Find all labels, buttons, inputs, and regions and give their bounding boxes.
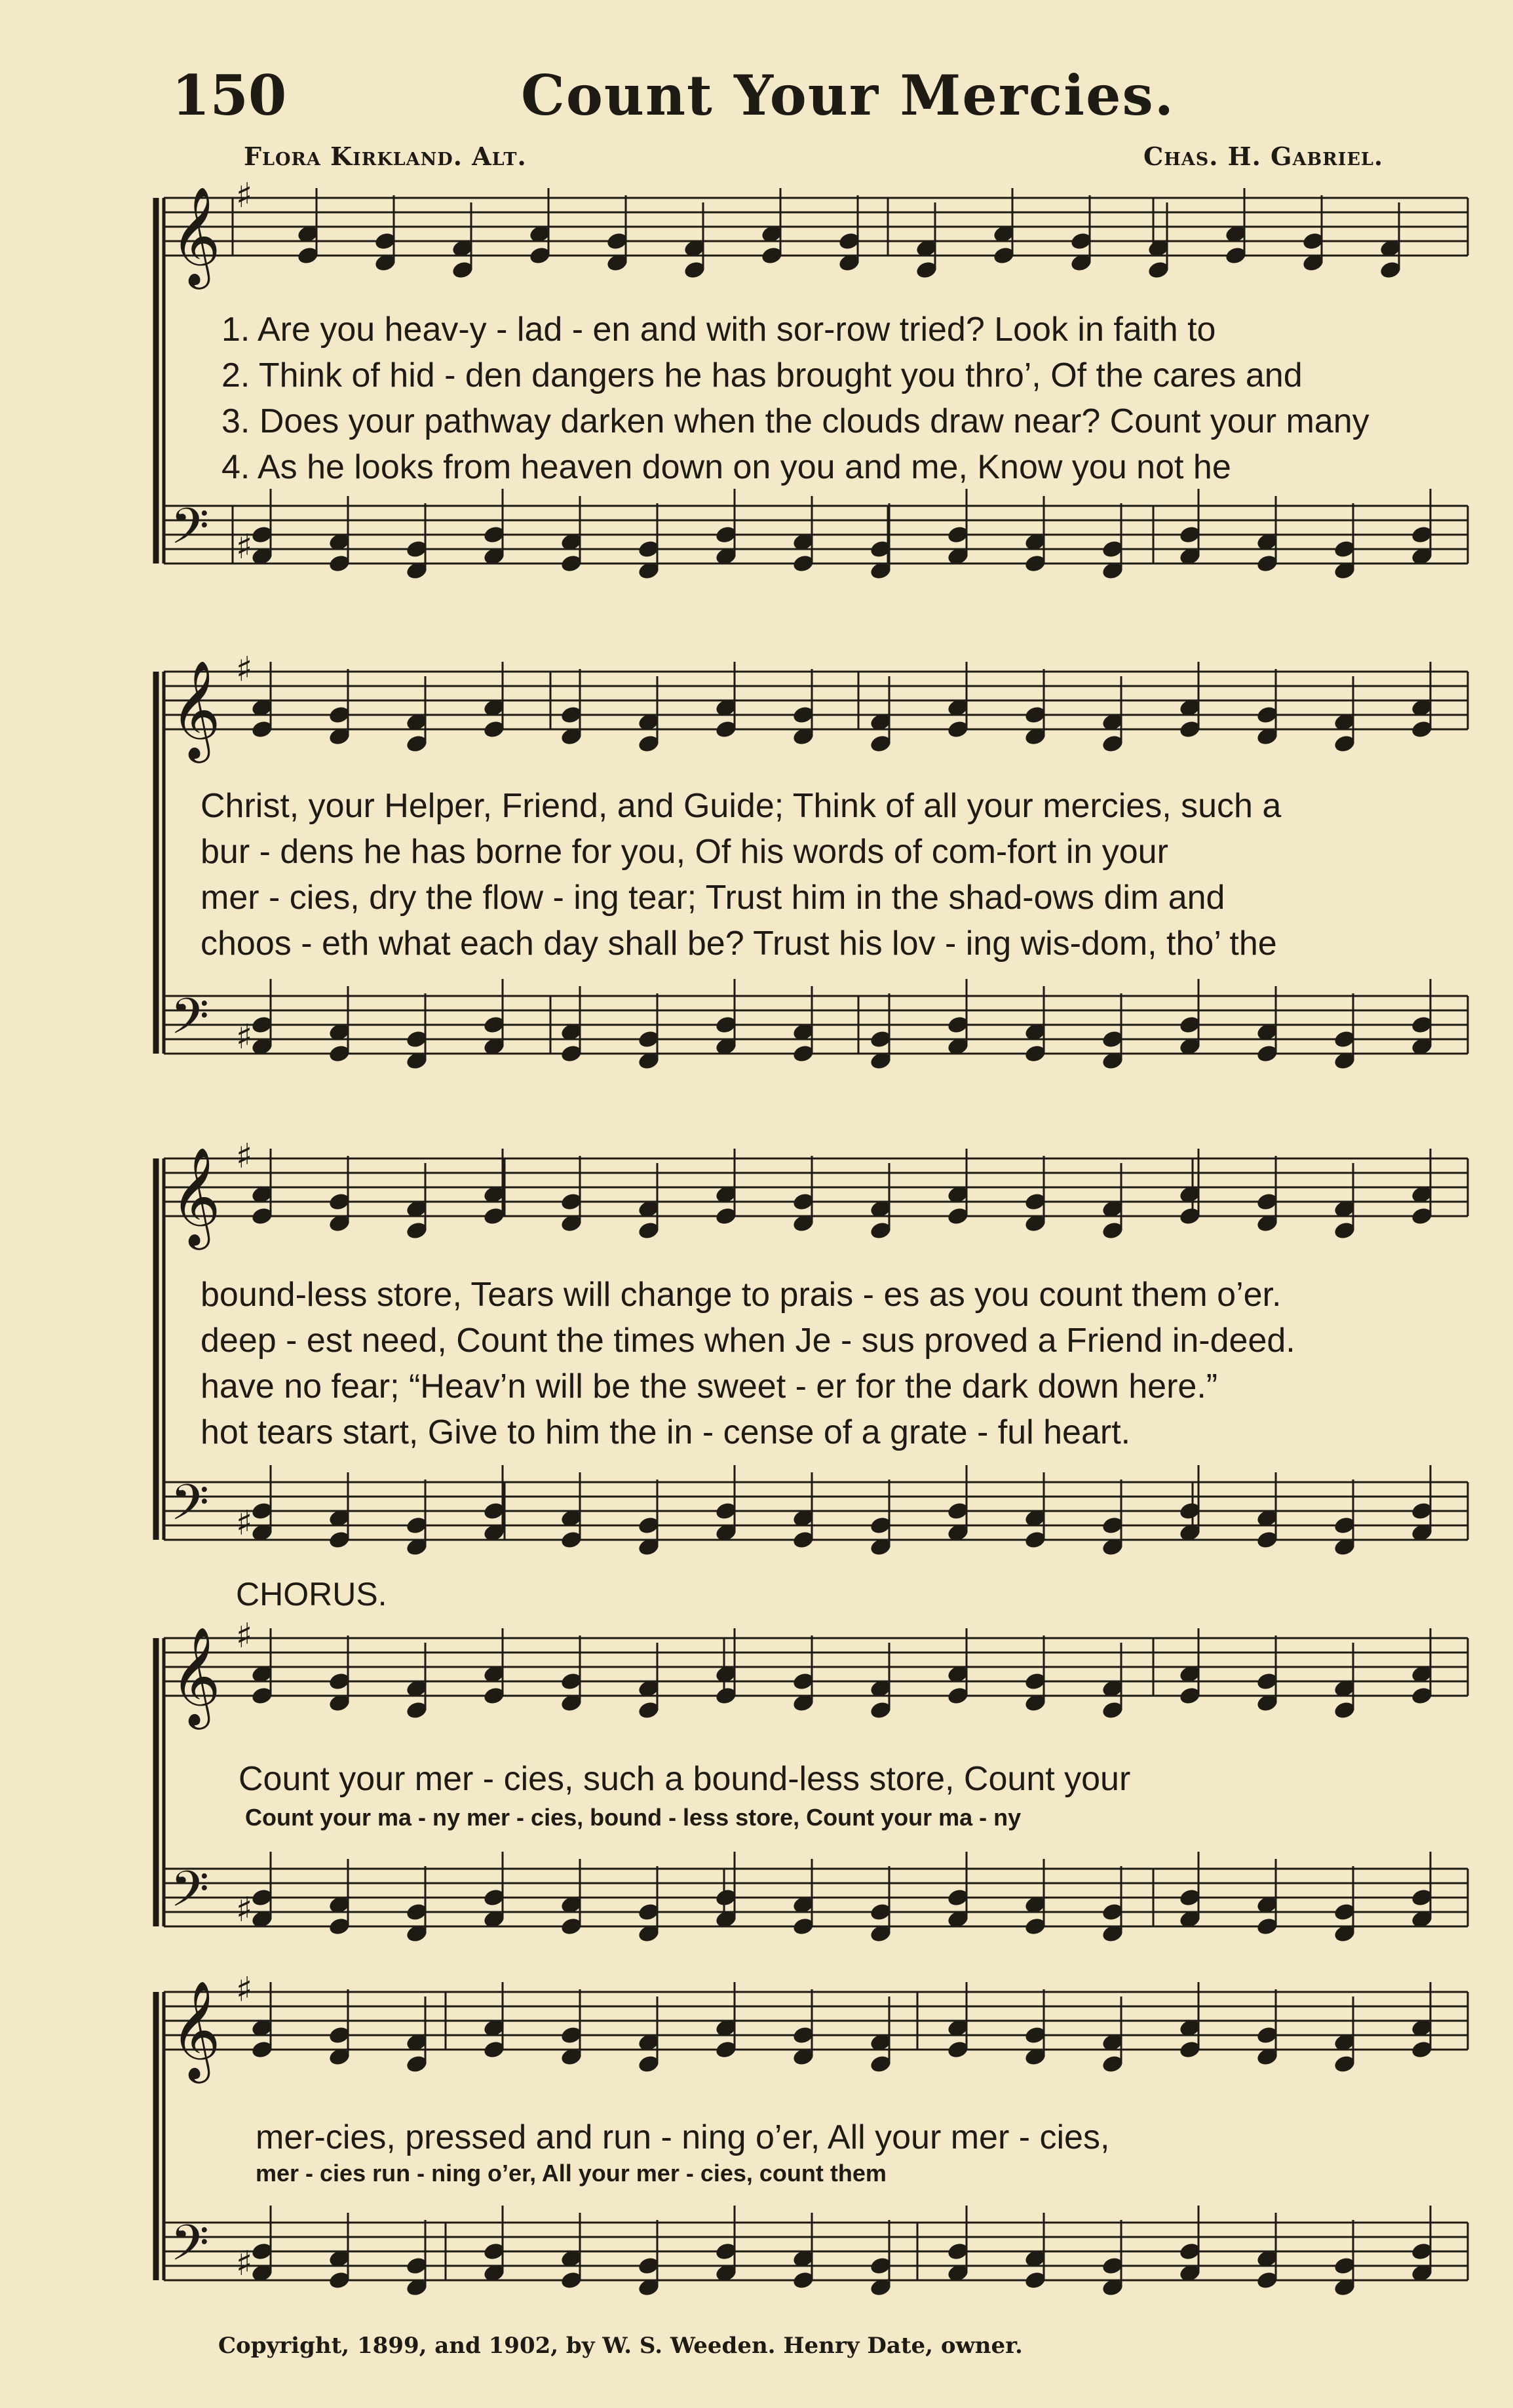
sharp-icon: ♯ [236, 1616, 253, 1656]
bass-clef-icon: 𝄢 [170, 2214, 210, 2284]
sharp-icon: ♯ [236, 2244, 253, 2284]
verse-1-line: Christ, your Helper, Friend, and Guide; Think of all your mercies, such a [201, 787, 1282, 825]
treble-clef-icon: 𝄞 [170, 1146, 221, 1246]
chorus-label: CHORUS. [236, 1576, 387, 1613]
treble-clef-icon: 𝄞 [170, 1626, 221, 1725]
bass-clef-icon: 𝄢 [170, 497, 210, 567]
chorus-line-2: mer-cies, pressed and run - ning o’er, All your mer - cies, [256, 2118, 1110, 2156]
verse-block-1 [221, 307, 1369, 490]
verse-3-line: have no fear; “Heav’n will be the sweet - er for the dark down here.” [201, 1367, 1218, 1405]
sharp-icon: ♯ [236, 527, 253, 567]
page-title: Count Your Mercies. [521, 63, 1176, 128]
verse-2-line: bur - dens he has borne for you, Of his words of com-fort in your [201, 833, 1168, 871]
lyricist-credit: Flora Kirkland. Alt. [244, 142, 527, 171]
verse-2-line: deep - est need, Count the times when Je - sus proved a Friend in-deed. [201, 1322, 1295, 1360]
verse-4-line: 4. As he looks from heaven down on you and me, Know you not he [221, 448, 1231, 486]
bass-clef-icon: 𝄢 [170, 1860, 210, 1930]
verse-4-line: hot tears start, Give to him the in - cense of a grate - ful heart. [201, 1413, 1131, 1451]
treble-clef-icon: 𝄞 [170, 185, 221, 285]
sharp-icon: ♯ [236, 1018, 253, 1057]
verse-3-line: 3. Does your pathway darken when the clouds draw near? Count your many [221, 402, 1369, 440]
verse-block-3 [201, 1272, 1295, 1455]
verse-block-2 [201, 783, 1281, 966]
verse-3-line: mer - cies, dry the flow - ing tear; Trust him in the shad-ows dim and [201, 879, 1225, 917]
chorus-line-1: Count your mer - cies, such a bound-less store, Count your [239, 1760, 1131, 1798]
sharp-icon: ♯ [236, 650, 253, 689]
sharp-icon: ♯ [236, 1970, 253, 2010]
verse-1-line: 1. Are you heav-y - lad - en and with sor-row tried? Look in faith to [221, 311, 1216, 349]
sharp-icon: ♯ [236, 1890, 253, 1930]
composer-credit: Chas. H. Gabriel. [1143, 142, 1384, 171]
copyright-notice: Copyright, 1899, and 1902, by W. S. Weeden. Henry Date, owner. [218, 2333, 1023, 2359]
bass-clef-icon: 𝄢 [170, 1474, 210, 1544]
page-number: 150 [172, 63, 287, 128]
sharp-icon: ♯ [236, 176, 253, 216]
bass-clef-icon: 𝄢 [170, 987, 210, 1058]
treble-clef-icon: 𝄞 [170, 659, 221, 759]
chorus-line-2-alto: mer - cies run - ning o’er, All your mer - cies, count them [256, 2160, 887, 2187]
sharp-icon: ♯ [236, 1137, 253, 1176]
verse-4-line: choos - eth what each day shall be? Trust his lov - ing wis-dom, tho’ the [201, 925, 1277, 963]
treble-clef-icon: 𝄞 [170, 1979, 221, 2079]
chorus-line-1-alto: Count your ma - ny mer - cies, bound - less store, Count your ma - ny [245, 1804, 1022, 1831]
verse-1-line: bound-less store, Tears will change to prais - es as you count them o’er. [201, 1276, 1282, 1314]
sharp-icon: ♯ [236, 1504, 253, 1543]
verse-2-line: 2. Think of hid - den dangers he has brought you thro’, Of the cares and [221, 356, 1303, 394]
